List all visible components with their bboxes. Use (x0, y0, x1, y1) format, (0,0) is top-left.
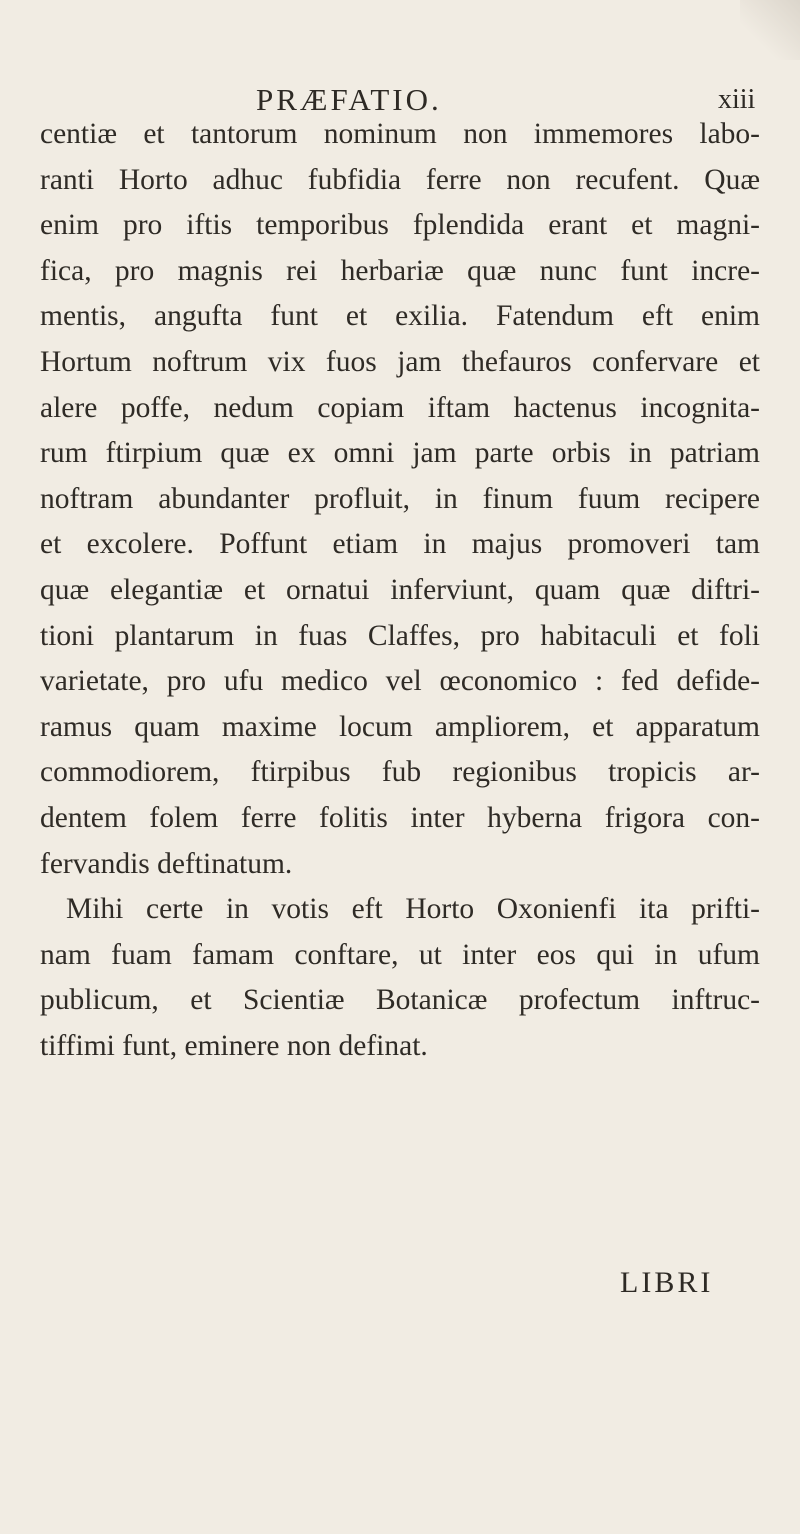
text-line: ramus quam maxime locum ampliorem, et apparatum (40, 710, 760, 743)
text-line: enim pro iftis temporibus fplendida erant et magni- (40, 209, 760, 242)
catchword: LIBRI (620, 1266, 714, 1299)
text-line: alere poffe, nedum copiam iftam hactenus incognita- (40, 391, 760, 424)
text-line: Hortum noftrum vix fuos jam thefauros confervare et (40, 345, 760, 378)
text-line: quæ elegantiæ et ornatui inferviunt, quam quæ diftri- (40, 573, 760, 606)
text-line: dentem folem ferre folitis inter hyberna frigora con- (40, 801, 760, 834)
text-line: varietate, pro ufu medico vel œconomico : fed defide- (40, 665, 760, 698)
text-line: noftram abundanter profluit, in finum fuum recipere (40, 482, 760, 515)
text-line: tioni plantarum in fuas Claffes, pro habitaculi et foli (40, 619, 760, 652)
body-text (40, 112, 760, 1069)
text-line: publicum, et Scientiæ Botanicæ profectum inftruc- (40, 984, 760, 1017)
text-line: fervandis deftinatum. (40, 847, 293, 880)
text-line: ranti Horto adhuc fubfidia ferre non recufent. Quæ (40, 163, 760, 196)
text-line: rum ftirpium quæ ex omni jam parte orbis in patriam (40, 437, 760, 470)
text-line: mentis, angufta funt et exilia. Fatendum eft enim (40, 300, 760, 333)
text-line: centiæ et tantorum nominum non immemores labo- (40, 118, 760, 150)
text-line: nam fuam famam conftare, ut inter eos qui in ufum (40, 938, 760, 971)
text-line: fica, pro magnis rei herbariæ quæ nunc funt incre- (40, 254, 760, 287)
text-line: et excolere. Poffunt etiam in majus promoveri tam (40, 528, 760, 561)
text-line: tiffimi funt, eminere non definat. (40, 1029, 428, 1062)
page-corner-shadow (740, 0, 800, 60)
page-number: xiii (718, 84, 756, 115)
running-head: PRÆFATIO. (256, 82, 442, 117)
text-line: commodiorem, ftirpibus fub regionibus tropicis ar- (40, 756, 760, 789)
text-line: Mihi certe in votis eft Horto Oxonienfi ita prifti- (66, 893, 760, 926)
